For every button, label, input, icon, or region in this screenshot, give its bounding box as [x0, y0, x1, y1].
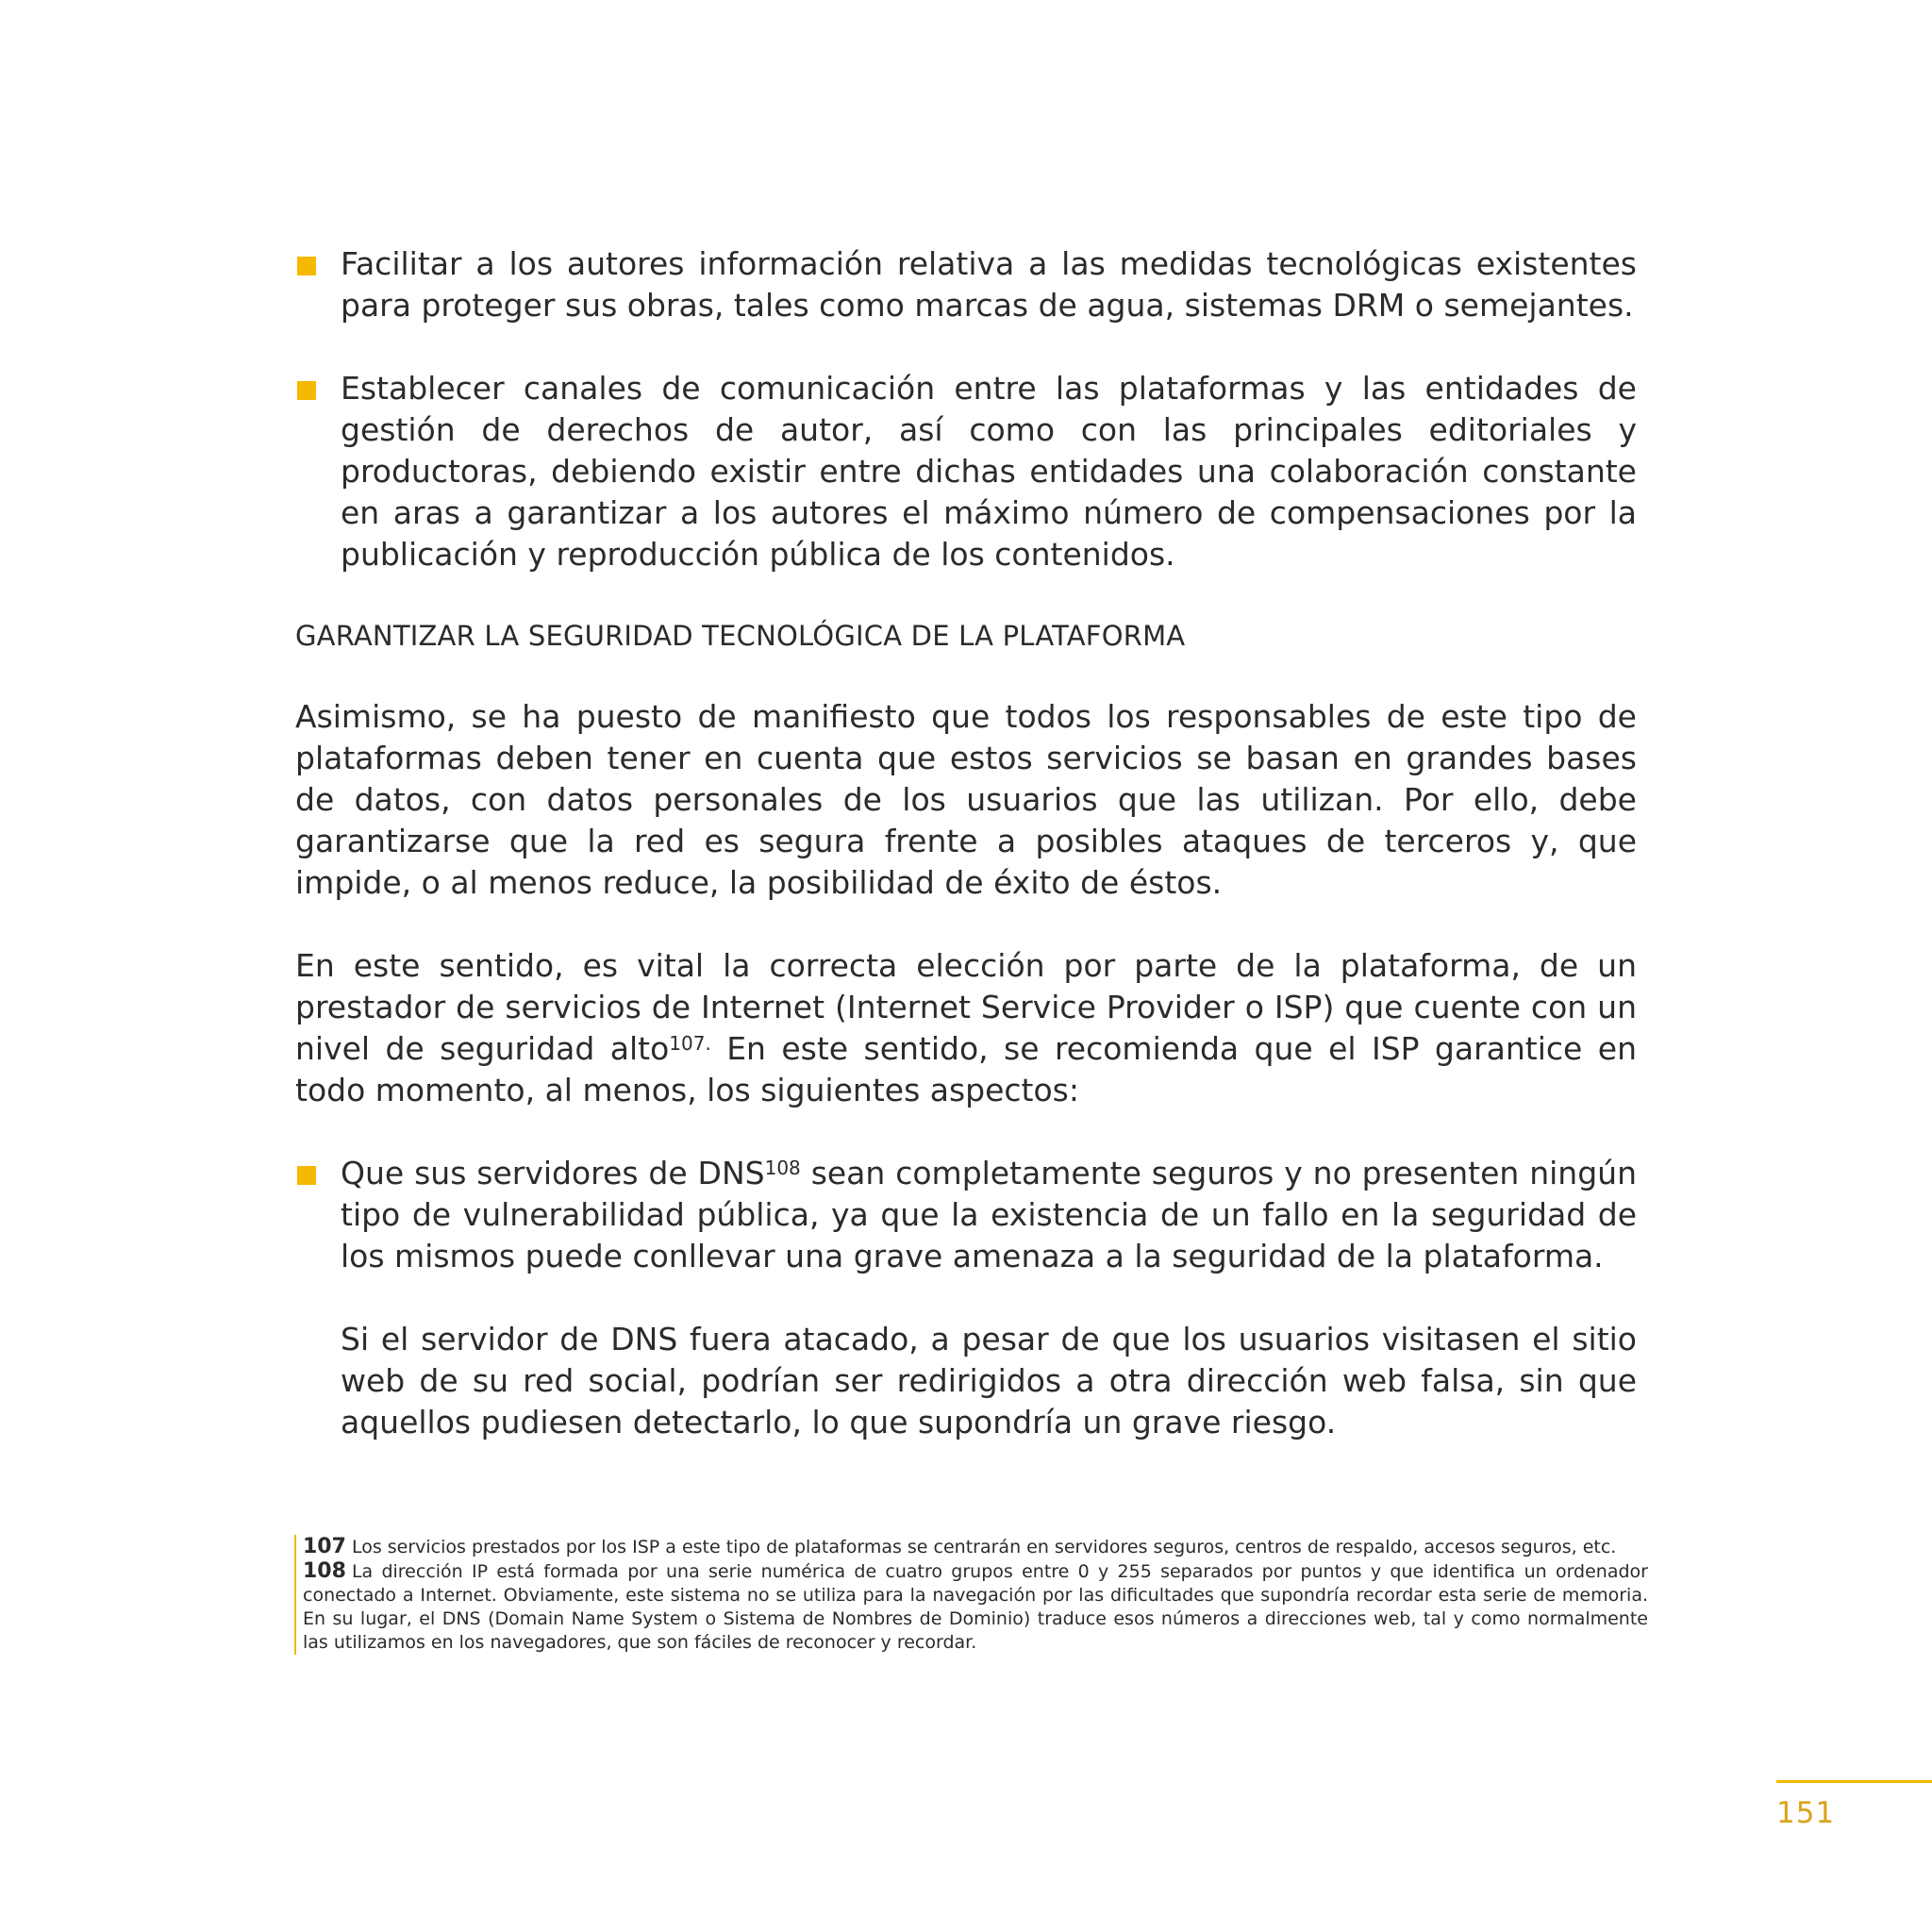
paragraph-isp-choice: [295, 945, 1637, 1111]
bullet-item-dns-servers: [295, 1153, 1637, 1277]
bullet-square-icon: [297, 381, 316, 400]
footnote-number: 108: [303, 1559, 346, 1583]
footnote-107: [303, 1535, 1648, 1559]
footnote-number: 107: [303, 1535, 346, 1558]
bullet-text: Que sus servidores de DNS: [341, 1155, 765, 1191]
footnote-reference: 108: [764, 1157, 801, 1179]
paragraph-dns-attack: Si el servidor de DNS fuera atacado, a pesar de que los usuarios visitasen el sitio web de su red social, podrían ser redirigidos a otra dirección web falsa, sin que aquellos pudiesen detectarlo, lo que supondría un grave riesgo.: [341, 1321, 1637, 1441]
bullet-item-author-info: [295, 243, 1637, 326]
paragraph-text: En este sentido, es vital la correcta elección por parte de la plataforma, de un prestador de servicios de Internet (Internet Service Provider o ISP) que cuente con un nivel de seguridad alto: [295, 947, 1637, 1067]
page-number-rule: [1776, 1780, 1932, 1783]
footnote-text: La dirección IP está formada por una serie numérica de cuatro grupos entre 0 y 255 separados por puntos y que identifica un ordenador conectado a Internet. Obviamente, este sistema no se utiliza para la navegación por las dificultades que supondría recordar esta serie de memoria. En su lugar, el DNS (Domain Name System o Sistema de Nombres de Dominio) traduce esos números a direcciones web, tal y como normalmente las utilizamos en los navegadores, que son fáciles de reconocer y recordar.: [303, 1561, 1648, 1653]
footnote-reference: 107.: [669, 1032, 711, 1055]
bullet-text: Establecer canales de comunicación entre las plataformas y las entidades de gestión de derechos de autor, así como con las principales editoriales y productoras, debiendo existir entre dichas entidades una colaboración constante en aras a garantizar a los autores el máximo número de compensaciones por la publicación y reproducción pública de los contenidos.: [341, 370, 1637, 573]
bullet-square-icon: [297, 1166, 316, 1185]
paragraph-text: En este sentido, se recomienda que el ISP garantice en todo momento, al menos, los siguientes aspectos:: [295, 1030, 1637, 1108]
footnotes: [294, 1535, 1648, 1655]
paragraph-security-databases: Asimismo, se ha puesto de manifiesto que todos los responsables de este tipo de plataformas deben tener en cuenta que estos servicios se basan en grandes bases de datos, con datos personales de los usuarios que las utilizan. Por ello, debe garantizarse que la red es segura frente a posibles ataques de terceros y, que impide, o al menos reduce, la posibilidad de éxito de éstos.: [295, 698, 1637, 901]
bullet-text: sean completamente seguros y no presenten ningún tipo de vulnerabilidad pública, ya que la existencia de un fallo en la seguridad de los mismos puede conllevar una grave amenaza a la seguridad de la plataforma.: [341, 1155, 1637, 1274]
footnote-text: Los servicios prestados por los ISP a este tipo de plataformas se centrarán en servidores seguros, centros de respaldo, accesos seguros, etc.: [351, 1537, 1617, 1557]
section-heading: GARANTIZAR LA SEGURIDAD TECNOLÓGICA DE LA PLATAFORMA: [295, 620, 1186, 652]
page-content: [295, 243, 1637, 1485]
bullet-square-icon: [297, 257, 316, 275]
page-number: 151: [1776, 1796, 1836, 1830]
bullet-text: Facilitar a los autores información relativa a las medidas tecnológicas existentes para proteger sus obras, tales como marcas de agua, sistemas DRM o semejantes.: [341, 245, 1637, 324]
footnote-108: [303, 1559, 1648, 1655]
bullet-item-communication-channels: [295, 368, 1637, 575]
